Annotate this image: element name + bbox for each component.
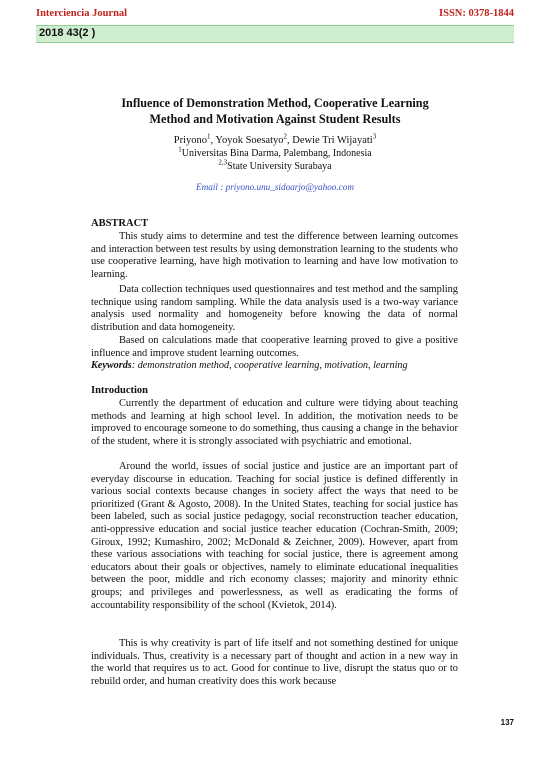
keywords	[91, 360, 471, 371]
affiliation	[60, 158, 490, 173]
title-line-1: Influence of Demonstration Method, Cooperative Learning	[121, 96, 429, 110]
affiliation-mark: 1	[178, 145, 182, 154]
abstract-paragraph: Based on calculations made that cooperative learning proved to give a positive influence and improve student learning outcomes.	[91, 335, 458, 359]
author-affiliation-mark: 2	[283, 132, 287, 141]
author-name: Dewie Tri Wijayati	[292, 135, 373, 146]
keywords-label: Keywords	[91, 360, 132, 371]
author-list: Priyono$^1$, Yoyok Soesatyo$^2$, Dewie Tri Wijayati$^3$	[173, 132, 377, 146]
keywords-list: : demonstration method, cooperative learning, motivation, learning	[131, 360, 408, 371]
introduction-heading: Introduction	[91, 385, 148, 396]
body-paragraph: Around the world, issues of social justice and justice are an important part of everyday discourse in education. Teaching for social justice is defined differently in various social contexts because changes in society affect the ways that need to be prioritized (Grant & Agosto, 2008). In the United States, teaching for social justice has been labeled, such as social justice pedagogy, social reconstruction teacher education, anti-oppressive education and social justice teacher education (Cochran-Smith, 2009; Giroux, 1992; Kumashiro, 2002; McDonald & Zeichner, 2009). However, apart from these various associations with teaching for social justice, there is agreement among educators about their goals or objectives, namely to eliminate educational inequalities between the poor, middle and rich economy classes; majority and minority ethnic groups; and privileges and powerlessness, as well as eradicating the forms of accountability responsibility of the school (Kvietok, 2014).	[91, 461, 458, 611]
running-header	[36, 8, 514, 22]
affiliation-name: State University Surabaya	[227, 161, 332, 172]
author-email: Email : priyono.unu_sidoarjo@yahoo.com	[196, 182, 354, 192]
author-name: Priyono	[173, 135, 208, 146]
author-name: Yoyok Soesatyo	[215, 135, 284, 146]
paper-title	[60, 95, 490, 127]
affiliation-name: Universitas Bina Darma, Palembang, Indonesia	[181, 148, 372, 159]
page-number: 137	[500, 718, 514, 727]
title-line-2: Method and Motivation Against Student Results	[149, 112, 401, 126]
body-paragraph: Currently the department of education and culture were tidying about teaching methods and learning at high school level. In addition, the motivation needs to be improved to encourage someone to do something, thus causing a change in the behavior of the student, where it is strongly associated with psychiatric and emotional.	[91, 398, 458, 447]
abstract-paragraph: This study aims to determine and test the difference between learning outcomes and interaction between test results by using demonstration learning to the students who use cooperative learning, have high motivation to learning and have low motivation to learning.	[91, 231, 458, 280]
body-paragraph: This is why creativity is part of life itself and not something destined for unique individuals. Thus, creativity is a necessary part of thought and action in a new way in the world that requires us to act. Good for continue to live, disrupt the status quo or to rebuild order, and human creativity does this work because	[91, 638, 458, 687]
volume-bar	[36, 25, 514, 43]
volume-issue: 2018 43(2 )	[39, 27, 96, 39]
author-affiliation-mark: 1	[207, 132, 211, 141]
issn: ISSN: 0378-1844	[439, 8, 514, 19]
abstract-heading: ABSTRACT	[91, 218, 149, 229]
affiliation	[60, 145, 490, 160]
affiliation-mark: 2,3	[218, 158, 228, 167]
journal-name: Interciencia Journal	[36, 8, 128, 19]
author-affiliation-mark: 3	[372, 132, 377, 141]
abstract-paragraph: Data collection techniques used questionnaires and test method and the sampling technique using random sampling. While the data analysis used is a two-way variance analysis used normality and homogeneity before knowing the data of normal distribution and data homogeneity.	[91, 284, 458, 333]
